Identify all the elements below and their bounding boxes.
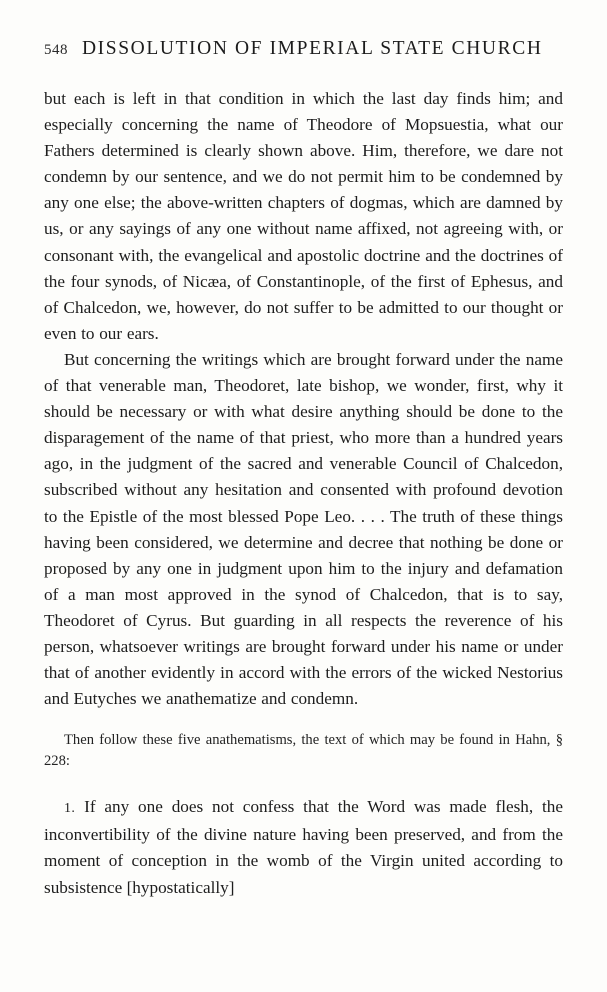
paragraph-1: but each is left in that condition in which the last day finds him; and especially concerning the name of Theodore of Mopsuestia, what our Fathers determined is clearly shown above. Him, therefore, we dare not condemn by our sentence, and we do not permit him to be condemned by any one else; the above-written chapters of dogmas, which are damned by us, or any sayings of any one without name affixed, not agreeing with, or consonant with, the evangelical and apostolic doctrine and the doctrines of the four synods, of Nicæa, of Constantinople, of the first of Ephesus, and of Chalcedon, we, however, do not suffer to be admitted to our thought or even to our ears. (44, 89, 563, 343)
page-number: 548 (44, 42, 68, 58)
item-number: 1. (64, 801, 76, 817)
numbered-item-1 (44, 794, 563, 900)
paragraph-2: But concerning the writings which are brought forward under the name of that venerable man, Theodoret, late bishop, we wonder, first, why it should be necessary or with what desire anything should be done to the disparagement of the name of that priest, who more than a hundred years ago, in the judgment of the sacred and venerable Council of Chalcedon, subscribed without any hesitation and consented with profound devotion to the Epistle of the most blessed Pope Leo. . . . The truth of these things having been considered, we determine and decree that nothing be done or proposed by any one in judgment upon him to the injury and defamation of a man most approved in the synod of Chalcedon, that is to say, Theodoret of Cyrus. But guarding in all respects the reverence of his person, whatsoever writings are brought forward under his name or under that of another evidently in accord with the errors of the wicked Nestorius and Eutyches we anathematize and condemn. (44, 349, 563, 709)
running-head (44, 38, 563, 60)
running-head-title: DISSOLUTION OF IMPERIAL STATE CHURCH (82, 38, 543, 59)
editor-note: Then follow these five anathematisms, the text of which may be found in Hahn, § 228: (44, 732, 563, 770)
item-text: If any one does not confess that the Word was made flesh, the inconvertibility of the divine nature having been preserved, and from the moment of conception in the womb of the Virgin united according to subsistence [hypostatically] (44, 797, 563, 897)
